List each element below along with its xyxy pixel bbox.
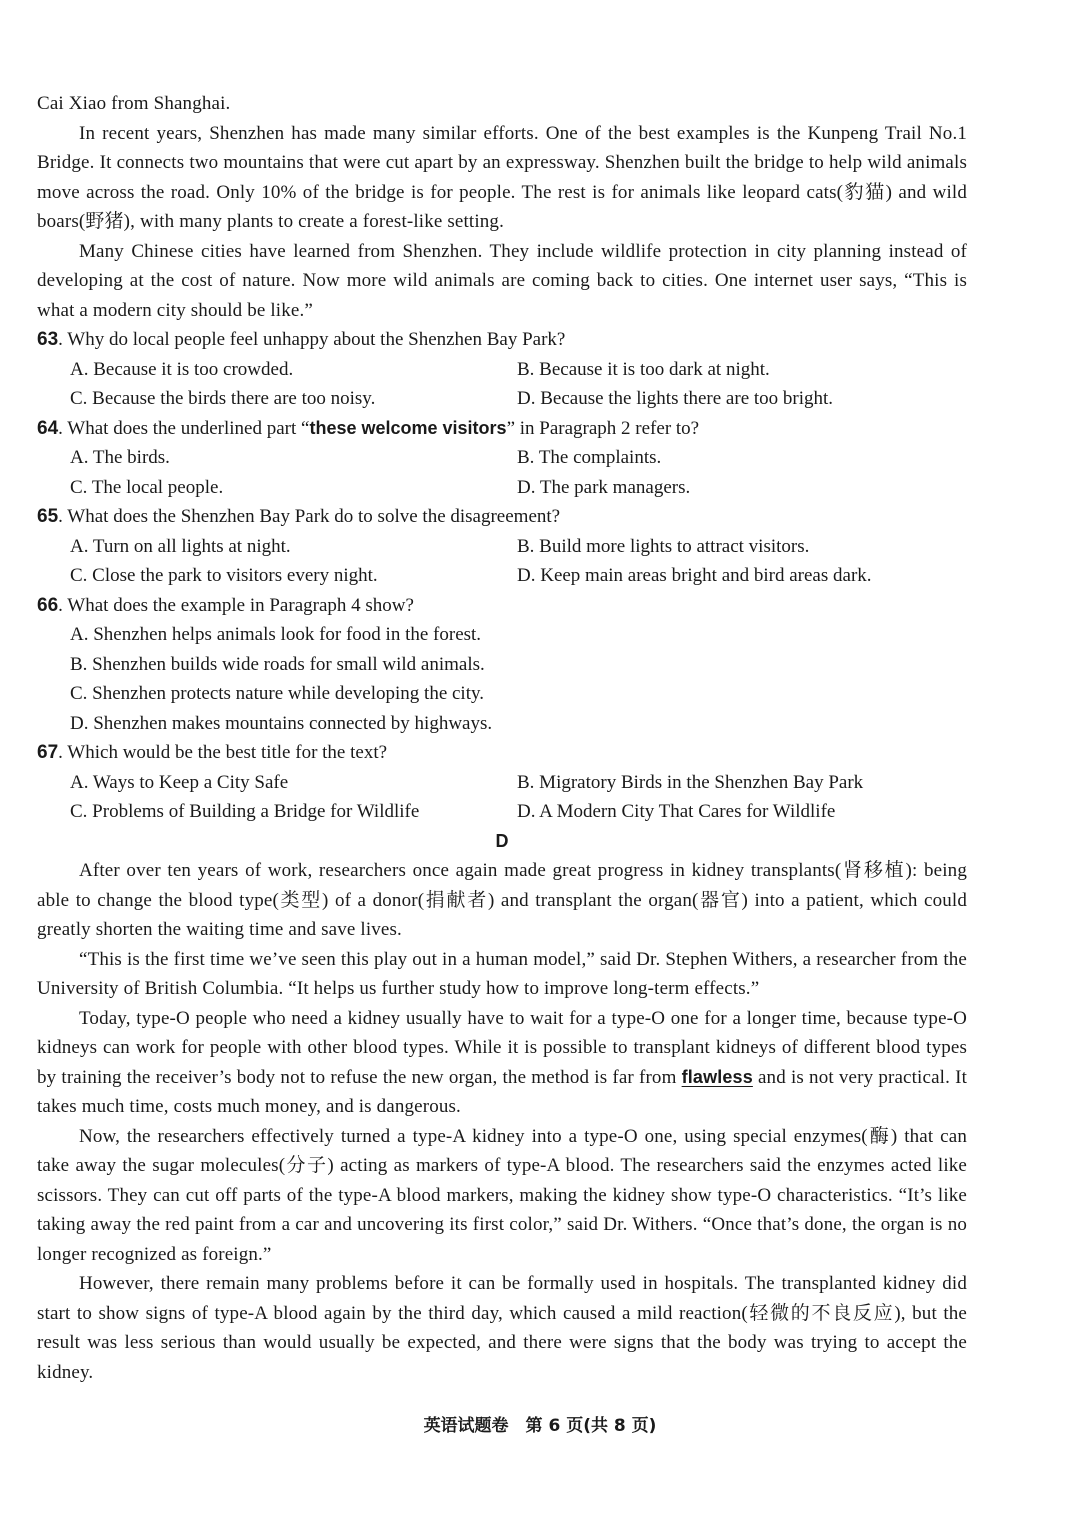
options-grid [37,355,967,414]
options-grid [37,768,967,827]
question-63 [37,325,967,414]
passage-d-paragraph-2: “This is the first time we’ve seen this play out in a human model,” said Dr. Stephen Withers, a researcher from the University of British Columbia. “It helps us further study how to improve long-term effects.” [37,948,967,999]
underlined-phrase: these welcome visitors [309,417,507,438]
paragraph-text-post: and is not very practical. It takes much time, costs much money, and is dangerous. [37,1066,967,1117]
option-a: A. Ways to Keep a City Safe [70,771,289,793]
question-stem [37,591,967,621]
question-text: . What does the Shenzhen Bay Park do to solve the disagreement? [58,506,561,527]
passage-d-paragraph-1: After over ten years of work, researchers once again made great progress in kidney transplants(肾移植): being able to change the blood type(类型) of a donor(捐献者) and transplant the organ(器官) into a patient, which could greatly shorten the waiting time and save lives. [37,860,967,940]
option-c: C. The local people. [70,476,224,498]
question-number: 65 [37,506,59,527]
option-a: A. Because it is too crowded. [70,358,294,380]
options-grid [37,443,967,502]
page-footer: 英语试题卷 第 6 页(共 8 页) [423,1416,657,1436]
question-text: . Which would be the best title for the text? [58,742,388,763]
question-66 [37,591,967,739]
option-c: C. Problems of Building a Bridge for Wildlife [70,801,420,822]
question-stem [37,502,967,532]
option-b: B. The complaints. [517,447,662,468]
option-a: A. Turn on all lights at night. [70,535,291,557]
option-c: C. Close the park to visitors every night. [70,565,378,586]
question-text-pre: . What does the underlined part “ [58,417,310,439]
option-c: C. Shenzhen protects nature while developing the city. [70,683,485,704]
option-d: D. Because the lights there are too bright. [517,388,834,409]
question-stem [37,325,967,355]
option-b: B. Shenzhen builds wide roads for small wild animals. [70,653,485,675]
question-number: 66 [37,594,59,616]
question-text-post: ” in Paragraph 2 refer to? [506,417,700,439]
question-text: . Why do local people feel unhappy about the Shenzhen Bay Park? [58,329,566,350]
question-number: 67 [37,742,59,763]
passage-c-line: Cai Xiao from Shanghai. [37,93,231,114]
paragraph-text-pre: Today, type-O people who need a kidney usually have to wait for a type-O one for a longer time, because type-O kidneys can work for people with other blood types. While it is possible to transplant kidneys of different blood types by training the receiver’s body not to refuse the new organ, the method is far from [37,1007,967,1088]
question-64 [37,414,967,503]
underlined-word: flawless [681,1066,753,1087]
option-b: B. Migratory Birds in the Shenzhen Bay Park [517,771,864,793]
option-b: B. Because it is too dark at night. [517,358,770,380]
passage-d-paragraph-3 [37,1004,967,1122]
option-d: D. Keep main areas bright and bird areas dark. [517,565,872,586]
passage-d-paragraph-4: Now, the researchers effectively turned a type-A kidney into a type-O one, using special enzymes(酶) that can take away the sugar molecules(分子) acting as markers of type-A blood. The researchers said the enzymes acted like scissors. They can cut off parts of the type-A blood markers, making the kidney show type-O characteristics. “It’s like taking away the red paint from a car and uncovering its first color,” said Dr. Withers. “Once that’s done, the organ is no longer recognized as foreign.” [37,1125,967,1265]
question-65 [37,502,967,591]
passage-d-paragraph-5: However, there remain many problems before it can be formally used in hospitals. The transplanted kidney did start to show signs of type-A blood again by the third day, which caused a mild reaction(轻微的不良反应), but the result was less serious than would usually be expected, and there were signs that the body was trying to accept the kidney. [37,1273,967,1383]
section-title-d: D [495,830,509,851]
option-a: A. The birds. [70,447,170,468]
question-number: 64 [37,417,59,439]
options-grid [37,532,967,591]
question-67 [37,738,967,827]
passage-c-paragraph-5: Many Chinese cities have learned from Shenzhen. They include wildlife protection in city planning instead of developing at the cost of nature. Now more wild animals are coming back to cities. One internet user says, “This is what a modern city should be like.” [37,240,967,321]
question-stem [37,414,967,444]
option-d: D. The park managers. [517,476,691,498]
option-c: C. Because the birds there are too noisy. [70,388,376,409]
question-number: 63 [37,329,59,350]
option-b: B. Build more lights to attract visitors. [517,535,810,557]
question-stem [37,738,967,768]
option-d: D. A Modern City That Cares for Wildlife [517,801,836,822]
exam-page [37,89,967,1387]
question-text: . What does the example in Paragraph 4 show? [58,594,414,616]
option-a: A. Shenzhen helps animals look for food in the forest. [70,624,482,645]
option-d: D. Shenzhen makes mountains connected by highways. [70,712,493,734]
passage-c-paragraph-4: In recent years, Shenzhen has made many similar efforts. One of the best examples is the Kunpeng Trail No.1 Bridge. It connects two mountains that were cut apart by an expressway. Shenzhen built the bridge to help wild animals move across the road. Only 10% of the bridge is for people. The rest is for animals like leopard cats(豹猫) and wild boars(野猪), with many plants to create a forest-like setting. [37,122,967,232]
